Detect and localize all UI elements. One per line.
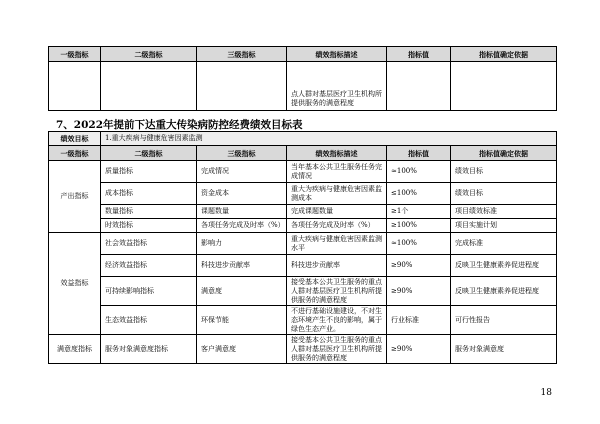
group-benefit: 效益指标: [49, 233, 101, 335]
row-level2: 服务对象满意度指标: [101, 335, 197, 364]
row-level3: 科技进步贡献率: [197, 255, 287, 277]
row-level2: 质量指标: [101, 161, 197, 183]
row-description: 接受基本公共卫生服务的重点人群对基层医疗卫生机构所提供服务的满意程度: [287, 277, 387, 306]
row-basis: 项目实施计划: [451, 219, 557, 233]
row-value: ≤100%: [387, 183, 451, 205]
row-value: ≥90%: [387, 255, 451, 277]
row-level3: 资金成本: [197, 183, 287, 205]
row-level3: 各项任务完成及时率（%）: [197, 219, 287, 233]
prev-row-description: 点人群对基层医疗卫生机构所提供服务的满意程度: [287, 62, 387, 111]
table-row: [49, 183, 557, 205]
table-row: [49, 277, 557, 306]
prev-header-level1: 一级指标: [49, 47, 101, 62]
row-level3: 满意度: [197, 277, 287, 306]
row-level3: 客户满意度: [197, 335, 287, 364]
row-value: ≈100%: [387, 161, 451, 183]
prev-table-row: [49, 62, 557, 111]
row-level3: 影响力: [197, 233, 287, 255]
performance-goal-table: [48, 131, 557, 364]
prev-header-value: 指标值: [387, 47, 451, 62]
table-row: [49, 161, 557, 183]
table-row: [49, 335, 557, 364]
row-basis: 绩效目标: [451, 161, 557, 183]
row-basis: 可行性报告: [451, 306, 557, 335]
header-level1: 一级指标: [49, 146, 101, 161]
table-row: [49, 306, 557, 335]
goal-text: 1.重大疾病与健康危害因素监测: [101, 132, 557, 146]
row-description: 完成课题数量: [287, 205, 387, 219]
row-description: 当年基本公共卫生服务任务完成情况: [287, 161, 387, 183]
row-value: ≈100%: [387, 233, 451, 255]
row-level2: 时效指标: [101, 219, 197, 233]
row-value: ≥90%: [387, 277, 451, 306]
header-level2: 二级指标: [101, 146, 197, 161]
header-value: 指标值: [387, 146, 451, 161]
row-description: 各项任务完成及时率（%）: [287, 219, 387, 233]
table-row: [49, 233, 557, 255]
row-level2: 成本指标: [101, 183, 197, 205]
row-description: 重大疾病与健康危害因素监测水平: [287, 233, 387, 255]
row-description: 科技进步贡献率: [287, 255, 387, 277]
prev-header-basis: 指标值确定依据: [451, 47, 557, 62]
section-title: 7、2022年提前下达重大传染病防控经费绩效目标表: [56, 119, 303, 131]
row-level2: 可持续影响指标: [101, 277, 197, 306]
header-description: 绩效指标描述: [287, 146, 387, 161]
group-output: 产出指标: [49, 161, 101, 233]
group-satisfaction: 满意度指标: [49, 335, 101, 364]
row-basis: 完成标准: [451, 233, 557, 255]
table-row: [49, 255, 557, 277]
row-level2: 经济效益指标: [101, 255, 197, 277]
row-level2: 社会效益指标: [101, 233, 197, 255]
row-value: ≥90%: [387, 335, 451, 364]
row-level2: 生态效益指标: [101, 306, 197, 335]
goal-label: 绩效目标: [49, 132, 101, 146]
row-basis: 反映卫生健康素养促进程度: [451, 277, 557, 306]
row-basis: 绩效目标: [451, 183, 557, 205]
row-level2: 数量指标: [101, 205, 197, 219]
prev-header-level2: 二级指标: [101, 47, 197, 62]
row-value: 行业标准: [387, 306, 451, 335]
prev-header-description: 绩效指标描述: [287, 47, 387, 62]
row-description: 重大为疾病与健康危害因素监测成本: [287, 183, 387, 205]
table-row: [49, 205, 557, 219]
row-description: 不进行基础设施建设，不对生态环境产生不良的影响，属于绿色生态产业。: [287, 306, 387, 335]
row-basis: 项目绩效标准: [451, 205, 557, 219]
row-value: ≥1个: [387, 205, 451, 219]
prev-header-level3: 三级指标: [197, 47, 287, 62]
row-basis: 服务对象满意度: [451, 335, 557, 364]
page-number: 18: [540, 388, 552, 398]
header-level3: 三级指标: [197, 146, 287, 161]
row-basis: 反映卫生健康素养促进程度: [451, 255, 557, 277]
table-row: [49, 219, 557, 233]
header-basis: 指标值确定依据: [451, 146, 557, 161]
previous-table-continuation: [48, 46, 557, 111]
row-level3: 课题数量: [197, 205, 287, 219]
row-level3: 环保节能: [197, 306, 287, 335]
row-description: 接受基本公共卫生服务的重点人群对基层医疗卫生机构所提供服务的满意程度: [287, 335, 387, 364]
row-level3: 完成情况: [197, 161, 287, 183]
row-value: ≥100%: [387, 219, 451, 233]
